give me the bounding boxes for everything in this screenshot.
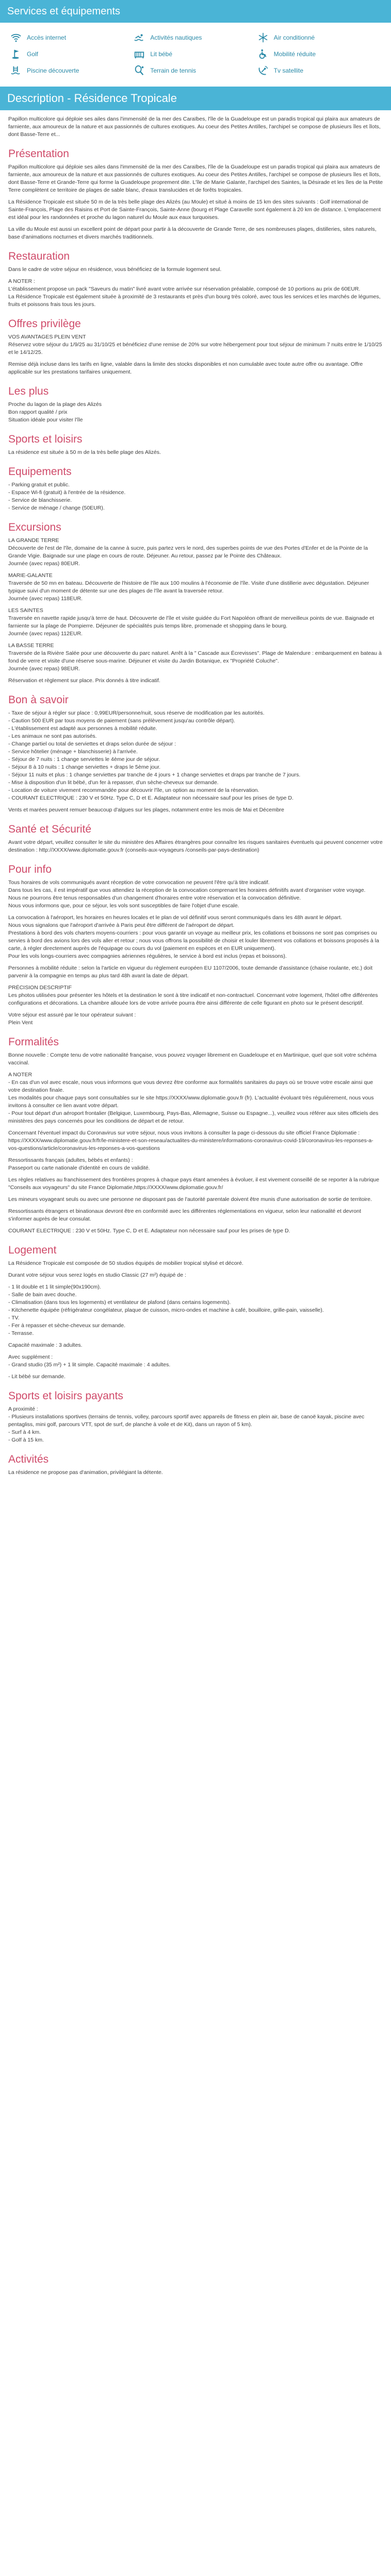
section-title: Bon à savoir — [8, 694, 69, 706]
service-item — [134, 32, 257, 43]
section-paragraph: Avant votre départ, veuillez consulter le site du ministère des Affaires étrangères pour connaître les risques sanitaires éventuels qui peuvent concerner votre destination : http://XXXX/www.diplomatie.gouv.fr (conseils-aux-voyageurs /conseils-par-pays-destination) — [8, 839, 383, 853]
section-title: Restauration — [8, 250, 70, 262]
service-item — [257, 32, 381, 43]
section-paragraph: Avec supplément : - Grand studio (35 m²) + 1 lit simple. Capacité maximale : 4 adultes. — [8, 1354, 171, 1368]
description-title: Description - Résidence Tropicale — [7, 92, 177, 105]
section-title: Logement — [8, 1244, 57, 1256]
services-title: Services et équipements — [7, 6, 121, 17]
section-paragraph: La ville du Moule est aussi un excellent point de départ pour partir à la découverte de Grande Terre, de ses nombreuses plages, distilleries, sites naturels, base d'animations nocturnes et divers marchés traditionnels. — [8, 226, 377, 240]
golf-icon — [10, 48, 22, 60]
section-paragraph: COURANT ELECTRIQUE : 230 V et 50Hz. Type C, D et E. Adaptateur non nécessaire sauf pour les prises de type D. — [8, 1228, 290, 1234]
service-label: Golf — [27, 50, 39, 58]
section-paragraph: VOS AVANTAGES PLEIN VENT Réservez votre séjour du 1/9/25 au 31/10/25 et bénéficiez d'une remise de 20% sur votre hébergement pour tout séjour de minimum 7 nuits entre le 1/10/25 et le 14/12/25. — [8, 334, 382, 355]
section-paragraph: Proche du lagon de la plage des Alizés Bon rapport qualité / prix Situation idéale pour visiter l'île — [8, 401, 102, 423]
section-paragraph: Remise déjà incluse dans les tarifs en ligne, valable dans la limite des stocks disponibles et non cumulable avec toute autre offre ou avantage. Offre applicable sur les prestations tarifaires uniquement. — [8, 361, 363, 375]
section-paragraph: Ressortissants français (adultes, bébés et enfants) : Passeport ou carte nationale d'identité en cours de validité. — [8, 1157, 150, 1171]
section-paragraph: La convocation à l'aéroport, les horaires en heures locales et le plan de vol définitif vous seront communiqués dans les 48h avant le départ. Nous vous signalons que l'aéroport d'arrivée à Paris peut être différent de l'aéroport de départ. Prestations à bord des vols charters moyens-courriers : pour vous garantir un voyage au meilleur prix, les collations et boissons ne sont pas comprises ou servies à bord des avions lors des vols aller et retour ; nous vous offrons la possibilité de choisir et louler librement vos collations et boissons proposés à la carte, à régler directement auprès de l'équipage ou cours du vol (paiement en espèces et en EUR uniquement). Pour les vols longs-courriers avec compagnies aériennes régulières, le service à bord est inclus (repas et boissons). — [8, 914, 379, 959]
section-title: Les plus — [8, 385, 49, 397]
section-paragraph: Papillon multicolore qui déploie ses ailes dans l'immensité de la mer des Caraïbes, l'île de la Guadeloupe est un paradis tropical qui plaira aux amateurs de farniente, aux amoureux de la nature et aux passionnés de cultures exotiques. Au coeur des Petites Antilles, l'archipel se compose de plusieurs îles et îlots, dont Basse-Terre et Grande-Terre qui forme la Guadeloupe proprement dite. L'île de Marie Galante, l'archipel des Saintes, la Désirade et les îles de la Petite Terre complètent ce territoire de plages de sable blanc, d'eaux translucides et de forêts tropicales. — [8, 164, 383, 193]
section-paragraph: A NOTER : L'établissement propose un pack "Saveurs du matin" livré avant votre arrivée sur réservation préalable, composé de 10 portions au prix de 60EUR. La Résidence Tropicale est également située à proximité de 3 restaurants et près d'un bourg très coloré, avec tous les services et les marchés de légumes, fruits et poissons frais tous les jours. — [8, 278, 381, 308]
service-label: Tv satellite — [273, 67, 304, 74]
section-paragraph: Les mineurs voyageant seuls ou avec une personne ne disposant pas de l'autorité parentale doivent être munis d'une autorisation de sortie de territoire. — [8, 1196, 372, 1202]
service-item — [134, 48, 257, 60]
service-label: Activités nautiques — [150, 34, 202, 41]
wifi-icon — [10, 32, 22, 43]
section-paragraph: - Lit bébé sur demande. — [8, 1374, 66, 1380]
service-label: Terrain de tennis — [150, 67, 197, 74]
section-paragraph: PRÉCISION DESCRIPTIF Les photos utilisées pour présenter les hôtels et la destination le sont à titre indicatif et non-contractuel. Concernant votre logement, l'hôtel offre différentes configurations et décorations. La chambre allouée lors de votre arrivée pourra être ainsi différente de celle figurant en photo sur le présent descriptif. — [8, 985, 378, 1006]
crib-icon — [134, 48, 145, 60]
section-paragraph: Concernant l'éventuel impact du Coronavirus sur votre séjour, nous vous invitons à consulter la page ci-dessous du site officiel France Diplomatie : https://XXXX/www.diplomatie.gouv.fr/fr/le-ministere-et-son-reseau/actualites-du-ministere/informations-coronavirus-covid-19/coronavirus-les-reponses-a-vos-questions/article/coronavirus-les-reponses-a-vos-questions — [8, 1130, 373, 1151]
tennis-icon — [134, 65, 145, 76]
section-paragraph: Réservation et règlement sur place. Prix donnés à titre indicatif. — [8, 677, 160, 684]
section-title: Sports et loisirs — [8, 433, 83, 445]
section-paragraph: La Résidence Tropicale est composée de 50 studios équipés de mobilier tropical stylisé et décoré. — [8, 1260, 243, 1266]
description-header — [0, 87, 391, 110]
section-paragraph: LES SAINTES Traversée en navette rapide jusqu'à terre de haut. Découverte de l'île et visite guidée du Fort Napoléon offrant de merveilleux points de vue. Baignade et farniente sur la plage de Pompierre. Déjeuner de spécialités puis temps libre, promenade et shopping dans le bourg. Journée (avec repas) 112EUR. — [8, 607, 374, 637]
snowflake-icon — [257, 32, 269, 43]
services-grid — [0, 23, 391, 87]
intro-paragraph: Papillon multicolore qui déploie ses ailes dans l'immensité de la mer des Caraïbes, l'île de la Guadeloupe est un paradis tropical qui plaira aux amateurs de farniente, aux amoureux de la nature et aux passionnés de cultures exotiques. Au coeur des Petites Antilles, l'archipel se compose de plusieurs îles et îlots, dont Basse-Terre et... — [8, 116, 381, 138]
service-label: Piscine découverte — [27, 67, 79, 74]
section-paragraph: Votre séjour est assuré par le tour opérateur suivant : Plein Vent — [8, 1012, 136, 1026]
section-title: Offres privilège — [8, 318, 81, 330]
section-title: Formalités — [8, 1036, 59, 1048]
section-paragraph: Bonne nouvelle : Compte tenu de votre nationalité française, vous pouvez voyager librement en Guadeloupe et en Martinique, quel que soit votre schéma vaccinal. — [8, 1052, 377, 1066]
service-label: Mobilité réduite — [273, 50, 316, 58]
section-paragraph: LA BASSE TERRE Traversée de la Rivière Salée pour une découverte du parc naturel. Arrêt à la " Cascade aux Écrevisses". Plage de Malendure : embarquement en bateau à fond de verre et visite d'une réserve sous-marine. Déjeuner et visite du Jardin Botanique, ex "Propriété Coluche". Journée (avec repas) 98EUR. — [8, 642, 382, 672]
section-paragraph: La résidence est située à 50 m de la très belle plage des Alizés. — [8, 449, 161, 455]
section-paragraph: - Parking gratuit et public. - Espace Wi-fi (gratuit) à l'entrée de la résidence. - Service de blanchisserie. - Service de ménage / change (50EUR). — [8, 482, 126, 511]
service-label: Air conditionné — [273, 34, 315, 41]
section-title: Excursions — [8, 521, 61, 533]
section-paragraph: Dans le cadre de votre séjour en résidence, vous bénéficiez de la formule logement seul. — [8, 266, 222, 273]
section-paragraph: LA GRANDE TERRE Découverte de l'est de l'île, domaine de la canne à sucre, puis partez vers le nord, des superbes points de vue des Portes d'Enfer et de la Pointe de la Grande Vigie. Baignade sur une plage en cours de route. Déjeuner. Au retour, passez par le Pointe des Châteaux. Journée (avec repas) 80EUR. — [8, 537, 368, 567]
service-item — [257, 65, 381, 76]
section-paragraph: Vents et marées peuvent remuer beaucoup d'algues sur les plages, notamment entre les mois de Mai et Décembre — [8, 807, 284, 813]
section-paragraph: Tous horaires de vols communiqués avant réception de votre convocation ne peuvent l'être qu'à titre indicatif. Dans tous les cas, il est impératif que vous attendiez la réception de la convocation comprenant les horaires définitifs avant d'organiser votre voyage. Nous ne pourrons être tenus responsables d'un changement d'horaires entre votre réservation et la convocation définitive. Nous vous informons que, pour ce séjour, les vols sont susceptibles de faire l'objet d'une escale. — [8, 879, 366, 909]
services-header — [0, 0, 391, 23]
pool-icon — [10, 65, 22, 76]
section-title: Présentation — [8, 148, 69, 160]
section-paragraph: Ressortissants étrangers et binationaux devront être en conformité avec les différentes réglementations en vigueur, selon leur nationalité et devront s'informer auprès de leur consulat. — [8, 1208, 361, 1222]
service-label: Lit bébé — [150, 50, 173, 58]
swimmer-icon — [134, 32, 145, 43]
section-title: Activités — [8, 1453, 49, 1465]
section-paragraph: A NOTER - En cas d'un vol avec escale, nous vous informons que vous devrez être conforme aux formalités sanitaires du pays où se trouve votre escale ainsi que votre destination finale. Les modalités pour chaque pays sont consultables sur le site https://XXXX/www.diplomatie.gouv.fr (fr). L'actualité évoluant très régulièrement, nous vous invitons à consulter ce lien avant votre départ. - Pour tout départ d'un aéroport frontalier (Belgique, Luxembourg, Pays-Bas, Allemagne, Suisse ou Espagne...), veuillez vous référer aux sites officiels des ministères des pays concernés pour les conditions de départ et de retour. — [8, 1072, 379, 1124]
section-title: Equipements — [8, 466, 72, 478]
section-paragraph: A proximité : - Plusieurs installations sportives (terrains de tennis, volley, parcours sportif avec appareils de fitness en plein air, base de canoë kayak, piscine avec pentagliss, mini golf, parcours VTT, spot de surf, de planche à voile et de Kit), dans un rayon of 5 km). - Surf à 4 km. - Golf à 15 km. — [8, 1406, 365, 1443]
section-paragraph: La Résidence Tropicale est située 50 m de la très belle plage des Alizés (au Moule) et situé à moins de 15 km des sites suivants : Golf international de Sainte-François, Plage des Raisins et Port de Sainte-François, Sainte-Anne (bourg et Plage Caravelle sont également à 20 km de distance. L'emplacement est idéal pour les randonnées et proche du lagon naturel du Moule aux eaux turquoises. — [8, 199, 381, 221]
section-paragraph: Capacité maximale : 3 adultes. — [8, 1342, 83, 1348]
section-title: Sports et loisirs payants — [8, 1390, 123, 1402]
section-paragraph: Personnes à mobilité réduite : selon la l'article en vigueur du règlement européen EU 1107/2006, toute demande d'assistance (chaise roulante, etc.) doit parvenir à la compagnie en temps au plus tard 48h avant la date de départ. — [8, 965, 372, 979]
satellite-icon — [257, 65, 269, 76]
section-title: Santé et Sécurité — [8, 823, 92, 835]
description-content — [0, 110, 391, 1491]
section-paragraph: MARIE-GALANTE Traversée de 50 mn en bateau. Découverte de l'histoire de l'île aux 100 moulins à l'économie de l'île. Visite d'une distillerie avec dégustation. Déjeuner typique suivi d'un moment de détente sur une des plages de l'île avant la traversée retour. Journée (avec repas) 118EUR. — [8, 572, 369, 602]
service-item — [257, 48, 381, 60]
service-label: Accès internet — [27, 34, 67, 41]
section-paragraph: Les règles relatives au franchissement des frontières propres à chaque pays étant amenées à évoluer, il est vivement conseillé de se reporter à la rubrique "Conseils aux voyageurs" du site France Diplomatie,https://XXXX/www.diplomatie.gouv.fr/ — [8, 1177, 380, 1191]
service-item — [10, 32, 134, 43]
section-title: Pour info — [8, 863, 52, 875]
section-paragraph: - 1 lit double et 1 lit simple(90x190cm). - Salle de bain avec douche. - Climatisation (dans tous les logements) et ventilateur de plafond (dans certains logements). - Kitchenette équipée (réfrigérateur congélateur, plaque de cuisson, micro-ondes et machine à café, bouilloire, grille-pain, vaisselle). - TV. - Fer à repasser et sèche-cheveux sur demande. - Terrasse. — [8, 1284, 324, 1336]
section-paragraph: La résidence ne propose pas d'animation, privilégiant la détente. — [8, 1469, 163, 1476]
service-item — [134, 65, 257, 76]
service-item — [10, 48, 134, 60]
service-item — [10, 65, 134, 76]
section-paragraph: Durant votre séjour vous serez logés en studio Classic (27 m²) équipé de : — [8, 1272, 186, 1278]
section-paragraph: - Taxe de séjour à régler sur place : 0,99EUR/personne/nuit, sous réserve de modification par les autorités. - Caution 500 EUR par tous moyens de paiement (sans prélèvement jusqu'au contrôle départ). - L'établissement est adapté aux personnes à mobilité réduite. - Les animaux ne sont pas autorisés. - Change partiel ou total de serviettes et draps selon durée de séjour : - Service hôtelier (ménage + blanchisserie) à l'arrivée. - Séjour de 7 nuits : 1 change serviettes le 4ème jour de séjour. - Séjour 8 à 10 nuits : 1 change serviettes + draps le 5ème jour. - Séjour 11 nuits et plus : 1 change serviettes par tranche de 4 jours + 1 change serviettes et draps par tranche de 7 jours. - Mise à disposition d'un lit bébé, d'un fer à repasser, d'un sèche-cheveux sur demande. - Location de voiture vivement recommandée pour découvrir l'île, un option au moment de la réservation. - COURANT ELECTRIQUE : 230 V et 50Hz. Type C, D et E. Adaptateur non nécessaire sauf pour les prises de type D. — [8, 710, 301, 801]
wheelchair-icon — [257, 48, 269, 60]
